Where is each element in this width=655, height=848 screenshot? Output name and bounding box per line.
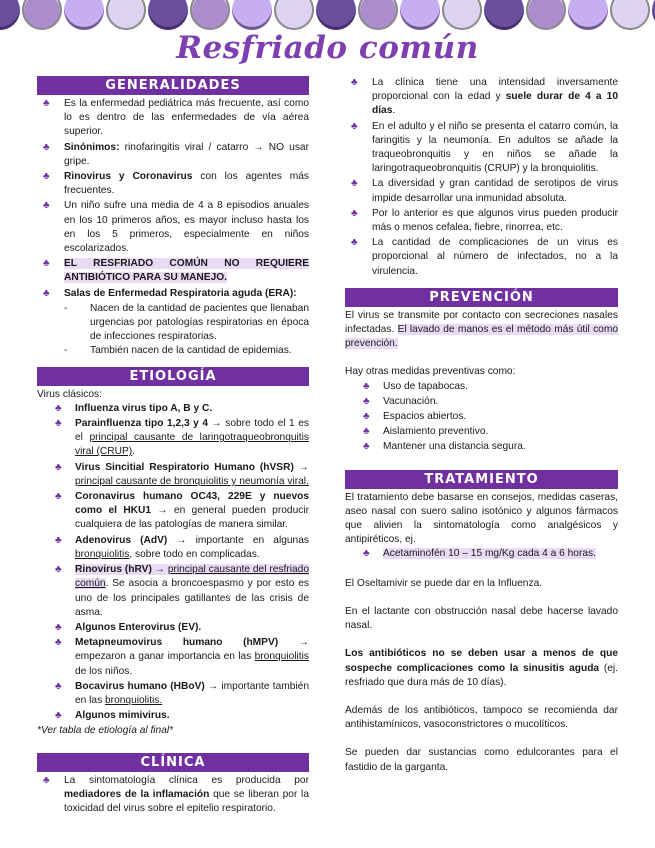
club-bullet-icon: ♣ (43, 287, 50, 299)
list-item: ♣ Es la enfermedad pediátrica más frecuente, así como lo es dentro de las enfermedades de vía aérea superior. (43, 98, 309, 138)
list-item: ♣ En el adulto y el niño se presenta el catarro común, la faringitis y la neumonía. En adultos se añade la traqueobronquitis y en niños se añade la laringotraqueobronquitis (CRUP) y la bronquiolitis. (351, 120, 618, 175)
decorative-circle (190, 0, 230, 30)
tratamiento-paragraph-4: Los antibióticos no se deben usar a menos de que sospeche complicaciones como la sinusitis aguda (ej. resfriado que dura más de 10 días). (345, 648, 618, 688)
highlighted-text: Rinovirus (hRV) → principal causante del resfriado común (75, 564, 309, 590)
list-item: ♣ Rinovirus y Coronavirus con los agentes más frecuentes. (43, 171, 309, 197)
list-item: ♣ Adenovirus (AdV) → importante en algunas bronquiolitis, sobre todo en complicadas. (55, 534, 309, 560)
club-bullet-icon: ♣ (55, 418, 62, 430)
list-item: ♣ Aislamiento preventivo. (345, 425, 618, 439)
list-item: ♣ La diversidad y gran cantidad de serotipos de virus impide desarrollar una inmunidad absoluta. (351, 178, 618, 204)
page-title: Resfriado común (176, 30, 479, 66)
highlighted-text: EL RESFRIADO COMÚN NO REQUIERE ANTIBIÓTICO PARA SU MANEJO. (64, 258, 309, 284)
club-bullet-icon: ♣ (55, 621, 62, 633)
club-bullet-icon: ♣ (363, 380, 370, 392)
etiologia-note: *Ver tabla de etiología al final* (37, 725, 174, 737)
section-header-tratamiento: TRATAMIENTO (345, 470, 618, 489)
decorative-circle (484, 0, 524, 30)
tratamiento-paragraph-3: En el lactante con obstrucción nasal debe hacerse lavado nasal. (345, 605, 618, 632)
decorative-circle (22, 0, 62, 30)
dash-bullet-icon: - (64, 302, 68, 314)
tratamiento-paragraph-2: El Oseltamivir se puede dar en la Influenza. (345, 577, 543, 589)
list-item: ♣ Mantener una distancia segura. (345, 440, 618, 454)
club-bullet-icon: ♣ (55, 680, 62, 692)
list-item (345, 547, 618, 561)
list-item: ♣ Bocavirus humano (HBoV) → importante también en las bronquiolitis. (55, 680, 309, 706)
club-bullet-icon: ♣ (351, 120, 358, 132)
etiologia-list (37, 402, 309, 723)
club-bullet-icon: ♣ (363, 441, 370, 453)
highlighted-text: Acetaminofén 10 – 15 mg/Kg cada 4 a 6 horas. (383, 548, 596, 560)
list-item: ♣ Virus Sincitial Respiratorio Humano (hVSR) → principal causante de bronquiolitis y neumonía viral. (55, 461, 309, 487)
list-item: ♣ Uso de tapabocas. (345, 380, 618, 394)
list-item: ♣ Espacios abiertos. (345, 410, 618, 424)
tratamiento-paragraph-6: Se pueden dar sustancias como edulcorantes para el fastidio de la garganta. (345, 747, 618, 773)
decorative-circle (274, 0, 314, 30)
club-bullet-icon: ♣ (363, 395, 370, 407)
list-item: ♣ La clínica tiene una intensidad inversamente proporcional con la edad y suele durar de 4 a 10 días. (351, 77, 618, 117)
club-bullet-icon: ♣ (351, 207, 358, 219)
list-item: ♣ Coronavirus humano OC43, 229E y nuevos como el HKU1 → en general pueden producir cualquiera de las patologías de manera similar. (55, 491, 309, 531)
list-item (37, 257, 309, 285)
decorative-circle (442, 0, 482, 30)
era-sublist (64, 302, 309, 359)
decorative-circle (148, 0, 188, 30)
decorative-circle (64, 0, 104, 30)
clinica-list-left (37, 774, 309, 817)
club-bullet-icon: ♣ (43, 98, 50, 109)
decorative-circle-banner (0, 0, 655, 30)
club-bullet-icon: ♣ (363, 426, 370, 438)
list-item: ♣ Parainfluenza tipo 1,2,3 y 4 → sobre todo el 1 es el principal causante de laringotraqueobronquitis viral (CRUP). (55, 418, 309, 458)
highlighted-text: El lavado de manos es el método más útil como prevención. (345, 324, 618, 350)
list-item: ♣ Metapneumovirus humano (hMPV) → empezaron a ganar importancia en las bronquiolitis de los niños. (55, 637, 309, 677)
tratamiento-paragraph-1: El tratamiento debe basarse en consejos, medidas caseras, aseo nasal con suero salino isotónico y algunos fármacos que alivien la sintomatología como analgésicos y antipiréticos, ej. (345, 491, 618, 546)
section-header-etiologia: ETIOLOGÍA (37, 367, 309, 386)
decorative-circle (232, 0, 272, 30)
sub-list-item: - Nacen de la cantidad de pacientes que llenaban urgencias por patologías respiratorias en época de infecciones respiratorias. (64, 302, 309, 343)
generalidades-list (37, 97, 309, 301)
clinica-list-right (345, 76, 618, 279)
club-bullet-icon: ♣ (43, 258, 50, 270)
decorative-circle (568, 0, 608, 30)
section-header-prevencion: PREVENCIÓN (345, 288, 618, 307)
decorative-circle (316, 0, 356, 30)
left-column (37, 76, 309, 817)
club-bullet-icon: ♣ (351, 237, 358, 249)
club-bullet-icon: ♣ (55, 637, 62, 649)
prevencion-list (345, 380, 618, 455)
club-bullet-icon: ♣ (55, 402, 62, 414)
decorative-circle (0, 0, 20, 30)
tratamiento-dose-list (345, 547, 618, 561)
prevencion-intro: Hay otras medidas preventivas como: (345, 366, 516, 378)
list-item: ♣ Por lo anterior es que algunos virus pueden producir más o menos cefalea, fiebre, rinorrea, etc. (351, 207, 618, 234)
etiologia-intro: Virus clásicos: (37, 388, 102, 400)
section-header-generalidades: GENERALIDADES (37, 76, 309, 95)
dash-bullet-icon: - (64, 345, 68, 357)
decorative-circle (358, 0, 398, 30)
list-item: ♣ Algunos mimivirus. (37, 709, 309, 723)
club-bullet-icon: ♣ (55, 710, 62, 722)
club-bullet-icon: ♣ (43, 200, 50, 212)
list-item: ♣ Un niño sufre una media de 4 a 8 episodios anuales en los 10 primeros años, es mayor incluso hasta los en los 5 primeros, especialmente en niños escolarizados. (43, 200, 309, 255)
club-bullet-icon: ♣ (43, 774, 50, 786)
list-item: ♣ Rinovirus (hRV) → principal causante del resfriado común. Se asocia a broncoespasmo y por esto es uno de los principales gatillantes de las crisis de asma. (55, 564, 309, 618)
decorative-circle (400, 0, 440, 30)
list-item: ♣ Influenza virus tipo A, B y C. (37, 402, 309, 416)
club-bullet-icon: ♣ (55, 534, 62, 546)
prevencion-paragraph: El virus se transmite por contacto con secreciones nasales infectadas. El lavado de manos es el método más útil como prevención. (345, 309, 618, 350)
list-item: ♣ Algunos Enterovirus (EV). (37, 621, 309, 635)
list-item: ♣ Vacunación. (345, 395, 618, 409)
decorative-circle (610, 0, 650, 30)
right-column (345, 76, 618, 775)
club-bullet-icon: ♣ (363, 411, 370, 423)
list-item: ♣ La cantidad de complicaciones de un virus es proporcional al número de infectados, no a la virulencia. (351, 237, 618, 277)
club-bullet-icon: ♣ (55, 461, 62, 473)
sub-list-item: - También nacen de la cantidad de epidemias. (64, 344, 309, 358)
decorative-circle (106, 0, 146, 30)
list-item: ♣ La sintomatología clínica es producida por mediadores de la inflamación que se liberan por la toxicidad del virus sobre el epitelio respiratorio. (43, 774, 309, 814)
club-bullet-icon: ♣ (363, 548, 370, 560)
list-item: ♣ Salas de Enfermedad Respiratoria aguda (ERA): (37, 287, 309, 301)
club-bullet-icon: ♣ (351, 77, 358, 88)
club-bullet-icon: ♣ (43, 171, 50, 183)
club-bullet-icon: ♣ (43, 141, 50, 153)
decorative-circle (526, 0, 566, 30)
tratamiento-paragraph-5: Además de los antibióticos, tampoco se recomienda dar antihistamínicos, vasoconstrictores o mucolíticos. (345, 704, 618, 731)
club-bullet-icon: ♣ (351, 178, 358, 190)
section-header-clinica: CLÍNICA (37, 753, 309, 772)
list-item: ♣ Sinónimos: rinofaringitis viral / catarro → NO usar gripe. (43, 141, 309, 167)
club-bullet-icon: ♣ (55, 564, 62, 576)
club-bullet-icon: ♣ (55, 491, 62, 503)
